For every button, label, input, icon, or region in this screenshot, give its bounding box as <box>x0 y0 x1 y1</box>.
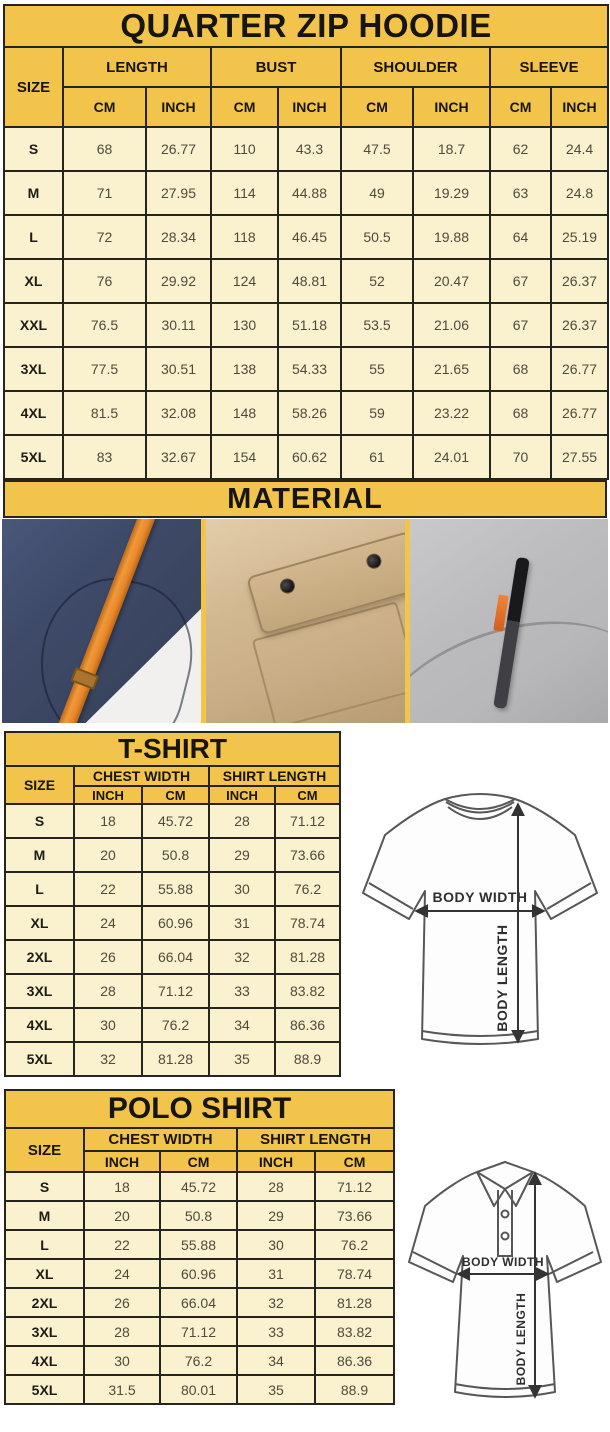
measurement-value: 28 <box>209 804 275 838</box>
measurement-value: 31 <box>237 1259 315 1288</box>
measurement-value: 62 <box>490 127 551 171</box>
size-label: 4XL <box>4 391 63 435</box>
measurement-value: 83 <box>63 435 146 479</box>
unit-header-inch: INCH <box>74 786 142 804</box>
measurement-value: 52 <box>341 259 413 303</box>
measurement-value: 88.9 <box>275 1042 340 1076</box>
measurement-value: 46.45 <box>278 215 341 259</box>
polo-outline <box>409 1162 601 1397</box>
size-label: S <box>5 1172 84 1201</box>
measurement-value: 68 <box>63 127 146 171</box>
material-photo-gray-zipper <box>410 519 608 723</box>
size-label: L <box>5 872 74 906</box>
measurement-value: 27.95 <box>146 171 211 215</box>
measurement-value: 83.82 <box>315 1317 394 1346</box>
measurement-value: 45.72 <box>142 804 209 838</box>
measurement-value: 26.37 <box>551 303 608 347</box>
body-length-label: BODY LENGTH <box>494 924 511 1032</box>
size-label: M <box>5 838 74 872</box>
polo-size-row <box>5 1230 394 1259</box>
col-header-shoulder: SHOULDER <box>341 47 490 87</box>
measurement-value: 28 <box>74 974 142 1008</box>
col-header-length: LENGTH <box>63 47 211 87</box>
measurement-value: 61 <box>341 435 413 479</box>
unit-header-cm: CM <box>341 87 413 127</box>
col-header-sleeve: SLEEVE <box>490 47 608 87</box>
measurement-value: 50.8 <box>160 1201 237 1230</box>
measurement-value: 19.88 <box>413 215 490 259</box>
measurement-value: 86.36 <box>315 1346 394 1375</box>
hoodie-size-row <box>4 171 608 215</box>
measurement-value: 32 <box>237 1288 315 1317</box>
polo-size-row <box>5 1172 394 1201</box>
col-header-size: SIZE <box>5 1128 84 1172</box>
measurement-value: 55 <box>341 347 413 391</box>
polo-size-row <box>5 1288 394 1317</box>
material-photo-khaki-pocket <box>206 519 405 723</box>
measurement-value: 60.96 <box>142 906 209 940</box>
size-label: 4XL <box>5 1346 84 1375</box>
polo-size-row <box>5 1201 394 1230</box>
measurement-value: 78.74 <box>315 1259 394 1288</box>
measurement-value: 35 <box>209 1042 275 1076</box>
col-header-chest-width: CHEST WIDTH <box>74 766 209 786</box>
size-label: S <box>4 127 63 171</box>
measurement-value: 66.04 <box>160 1288 237 1317</box>
measurement-value: 20 <box>84 1201 160 1230</box>
measurement-value: 24 <box>74 906 142 940</box>
measurement-value: 67 <box>490 259 551 303</box>
measurement-value: 67 <box>490 303 551 347</box>
polo-size-chart-table <box>4 1089 395 1405</box>
unit-header-inch: INCH <box>413 87 490 127</box>
measurement-value: 148 <box>211 391 278 435</box>
measurement-value: 60.62 <box>278 435 341 479</box>
size-label: S <box>5 804 74 838</box>
measurement-value: 30.11 <box>146 303 211 347</box>
measurement-value: 27.55 <box>551 435 608 479</box>
measurement-value: 26.77 <box>551 347 608 391</box>
hoodie-size-row <box>4 391 608 435</box>
measurement-value: 86.36 <box>275 1008 340 1042</box>
unit-header-cm: CM <box>160 1151 237 1172</box>
measurement-value: 64 <box>490 215 551 259</box>
size-label: 5XL <box>5 1375 84 1404</box>
tshirt-size-chart-table <box>4 731 341 1077</box>
measurement-value: 48.81 <box>278 259 341 303</box>
measurement-value: 32 <box>74 1042 142 1076</box>
measurement-value: 71.12 <box>142 974 209 1008</box>
unit-header-cm: CM <box>211 87 278 127</box>
size-label: XL <box>4 259 63 303</box>
measurement-value: 26.37 <box>551 259 608 303</box>
tshirt-size-row <box>5 1008 340 1042</box>
measurement-value: 21.06 <box>413 303 490 347</box>
measurement-value: 26 <box>74 940 142 974</box>
measurement-value: 114 <box>211 171 278 215</box>
size-label: 5XL <box>4 435 63 479</box>
measurement-value: 138 <box>211 347 278 391</box>
measurement-value: 71 <box>63 171 146 215</box>
col-header-bust: BUST <box>211 47 341 87</box>
hoodie-size-row <box>4 303 608 347</box>
hoodie-size-row <box>4 127 608 171</box>
hoodie-size-row <box>4 259 608 303</box>
measurement-value: 110 <box>211 127 278 171</box>
unit-header-inch: INCH <box>84 1151 160 1172</box>
measurement-value: 77.5 <box>63 347 146 391</box>
measurement-value: 76.2 <box>142 1008 209 1042</box>
unit-header-cm: CM <box>63 87 146 127</box>
tshirt-size-row <box>5 838 340 872</box>
measurement-value: 28 <box>84 1317 160 1346</box>
hoodie-size-row <box>4 435 608 479</box>
measurement-value: 55.88 <box>160 1230 237 1259</box>
polo-size-row <box>5 1317 394 1346</box>
measurement-value: 24.01 <box>413 435 490 479</box>
measurement-value: 32.08 <box>146 391 211 435</box>
unit-header-inch: INCH <box>209 786 275 804</box>
measurement-value: 81.28 <box>275 940 340 974</box>
measurement-value: 60.96 <box>160 1259 237 1288</box>
hoodie-size-row <box>4 215 608 259</box>
size-label: M <box>5 1201 84 1230</box>
drawcord-buckle <box>70 667 99 690</box>
tshirt-outline <box>363 799 597 1044</box>
measurement-value: 55.88 <box>142 872 209 906</box>
unit-header-inch: INCH <box>237 1151 315 1172</box>
measurement-value: 51.18 <box>278 303 341 347</box>
measurement-value: 66.04 <box>142 940 209 974</box>
measurement-value: 19.29 <box>413 171 490 215</box>
measurement-value: 71.12 <box>275 804 340 838</box>
measurement-value: 22 <box>74 872 142 906</box>
material-photos-row <box>2 519 608 723</box>
measurement-value: 29.92 <box>146 259 211 303</box>
measurement-value: 63 <box>490 171 551 215</box>
polo-section <box>0 1089 610 1412</box>
measurement-value: 59 <box>341 391 413 435</box>
unit-header-cm: CM <box>315 1151 394 1172</box>
body-width-label: BODY WIDTH <box>461 1255 545 1269</box>
polo-chart-title: POLO SHIRT <box>5 1090 394 1128</box>
measurement-value: 73.66 <box>315 1201 394 1230</box>
measurement-value: 28 <box>237 1172 315 1201</box>
snap-button <box>365 552 384 571</box>
measurement-value: 70 <box>490 435 551 479</box>
measurement-value: 20 <box>74 838 142 872</box>
measurement-value: 33 <box>209 974 275 1008</box>
tshirt-size-row <box>5 1042 340 1076</box>
polo-measurement-diagram <box>397 1144 609 1412</box>
measurement-value: 71.12 <box>315 1172 394 1201</box>
measurement-value: 50.8 <box>142 838 209 872</box>
measurement-value: 30 <box>237 1230 315 1259</box>
size-label: L <box>4 215 63 259</box>
measurement-value: 47.5 <box>341 127 413 171</box>
measurement-value: 78.74 <box>275 906 340 940</box>
measurement-value: 24.8 <box>551 171 608 215</box>
measurement-value: 31 <box>209 906 275 940</box>
measurement-value: 68 <box>490 347 551 391</box>
measurement-value: 53.5 <box>341 303 413 347</box>
unit-header-cm: CM <box>490 87 551 127</box>
col-header-chest-width: CHEST WIDTH <box>84 1128 237 1151</box>
measurement-value: 26 <box>84 1288 160 1317</box>
measurement-value: 23.22 <box>413 391 490 435</box>
unit-header-inch: INCH <box>551 87 608 127</box>
size-label: 4XL <box>5 1008 74 1042</box>
tshirt-size-row <box>5 804 340 838</box>
size-label: 2XL <box>5 1288 84 1317</box>
size-label: 3XL <box>5 1317 84 1346</box>
measurement-value: 24.4 <box>551 127 608 171</box>
measurement-value: 21.65 <box>413 347 490 391</box>
measurement-value: 24 <box>84 1259 160 1288</box>
measurement-value: 30 <box>74 1008 142 1042</box>
measurement-value: 29 <box>209 838 275 872</box>
measurement-value: 26.77 <box>146 127 211 171</box>
hoodie-chart-title: QUARTER ZIP HOODIE <box>4 5 608 47</box>
col-header-shirt-length: SHIRT LENGTH <box>209 766 340 786</box>
measurement-value: 43.3 <box>278 127 341 171</box>
measurement-value: 18 <box>84 1172 160 1201</box>
hoodie-size-chart-table <box>3 4 609 480</box>
unit-header-inch: INCH <box>278 87 341 127</box>
measurement-value: 30.51 <box>146 347 211 391</box>
measurement-value: 76.2 <box>275 872 340 906</box>
measurement-value: 30 <box>84 1346 160 1375</box>
size-label: XL <box>5 906 74 940</box>
tshirt-size-row <box>5 906 340 940</box>
measurement-value: 28.34 <box>146 215 211 259</box>
measurement-value: 76.2 <box>315 1230 394 1259</box>
measurement-value: 18.7 <box>413 127 490 171</box>
unit-header-inch: INCH <box>146 87 211 127</box>
tshirt-size-row <box>5 940 340 974</box>
measurement-value: 34 <box>209 1008 275 1042</box>
tshirt-measurement-diagram <box>355 773 605 1079</box>
measurement-value: 154 <box>211 435 278 479</box>
measurement-value: 32 <box>209 940 275 974</box>
measurement-value: 124 <box>211 259 278 303</box>
size-label: 3XL <box>4 347 63 391</box>
size-label: 2XL <box>5 940 74 974</box>
material-banner <box>3 480 607 518</box>
size-label: 5XL <box>5 1042 74 1076</box>
measurement-value: 76 <box>63 259 146 303</box>
measurement-value: 71.12 <box>160 1317 237 1346</box>
unit-header-cm: CM <box>275 786 340 804</box>
measurement-value: 80.01 <box>160 1375 237 1404</box>
measurement-value: 44.88 <box>278 171 341 215</box>
polo-size-row <box>5 1375 394 1404</box>
measurement-value: 26.77 <box>551 391 608 435</box>
material-photo-navy-drawcord <box>2 519 201 723</box>
size-label: M <box>4 171 63 215</box>
measurement-value: 32.67 <box>146 435 211 479</box>
tshirt-section <box>0 731 610 1079</box>
body-length-label: BODY LENGTH <box>514 1292 529 1386</box>
measurement-value: 30 <box>209 872 275 906</box>
size-label: 3XL <box>5 974 74 1008</box>
hoodie-size-row <box>4 347 608 391</box>
measurement-value: 73.66 <box>275 838 340 872</box>
measurement-value: 33 <box>237 1317 315 1346</box>
tshirt-size-row <box>5 872 340 906</box>
measurement-value: 25.19 <box>551 215 608 259</box>
measurement-value: 83.82 <box>275 974 340 1008</box>
measurement-value: 34 <box>237 1346 315 1375</box>
polo-size-row <box>5 1259 394 1288</box>
tshirt-chart-title: T-SHIRT <box>5 732 340 766</box>
measurement-value: 130 <box>211 303 278 347</box>
measurement-value: 58.26 <box>278 391 341 435</box>
measurement-value: 29 <box>237 1201 315 1230</box>
measurement-value: 54.33 <box>278 347 341 391</box>
measurement-value: 50.5 <box>341 215 413 259</box>
col-header-shirt-length: SHIRT LENGTH <box>237 1128 394 1151</box>
material-title: MATERIAL <box>227 482 383 515</box>
measurement-value: 68 <box>490 391 551 435</box>
col-header-size: SIZE <box>5 766 74 804</box>
measurement-value: 88.9 <box>315 1375 394 1404</box>
measurement-value: 18 <box>74 804 142 838</box>
measurement-value: 35 <box>237 1375 315 1404</box>
snap-button <box>278 577 297 596</box>
body-width-label: BODY WIDTH <box>432 889 528 905</box>
tshirt-size-row <box>5 974 340 1008</box>
size-label: L <box>5 1230 84 1259</box>
measurement-value: 20.47 <box>413 259 490 303</box>
polo-size-row <box>5 1346 394 1375</box>
measurement-value: 45.72 <box>160 1172 237 1201</box>
measurement-value: 118 <box>211 215 278 259</box>
measurement-value: 76.5 <box>63 303 146 347</box>
unit-header-cm: CM <box>142 786 209 804</box>
size-label: XL <box>5 1259 84 1288</box>
measurement-value: 49 <box>341 171 413 215</box>
measurement-value: 81.28 <box>142 1042 209 1076</box>
measurement-value: 31.5 <box>84 1375 160 1404</box>
measurement-value: 22 <box>84 1230 160 1259</box>
measurement-value: 81.5 <box>63 391 146 435</box>
col-header-size: SIZE <box>4 47 63 127</box>
measurement-value: 76.2 <box>160 1346 237 1375</box>
size-label: XXL <box>4 303 63 347</box>
measurement-value: 81.28 <box>315 1288 394 1317</box>
measurement-value: 72 <box>63 215 146 259</box>
